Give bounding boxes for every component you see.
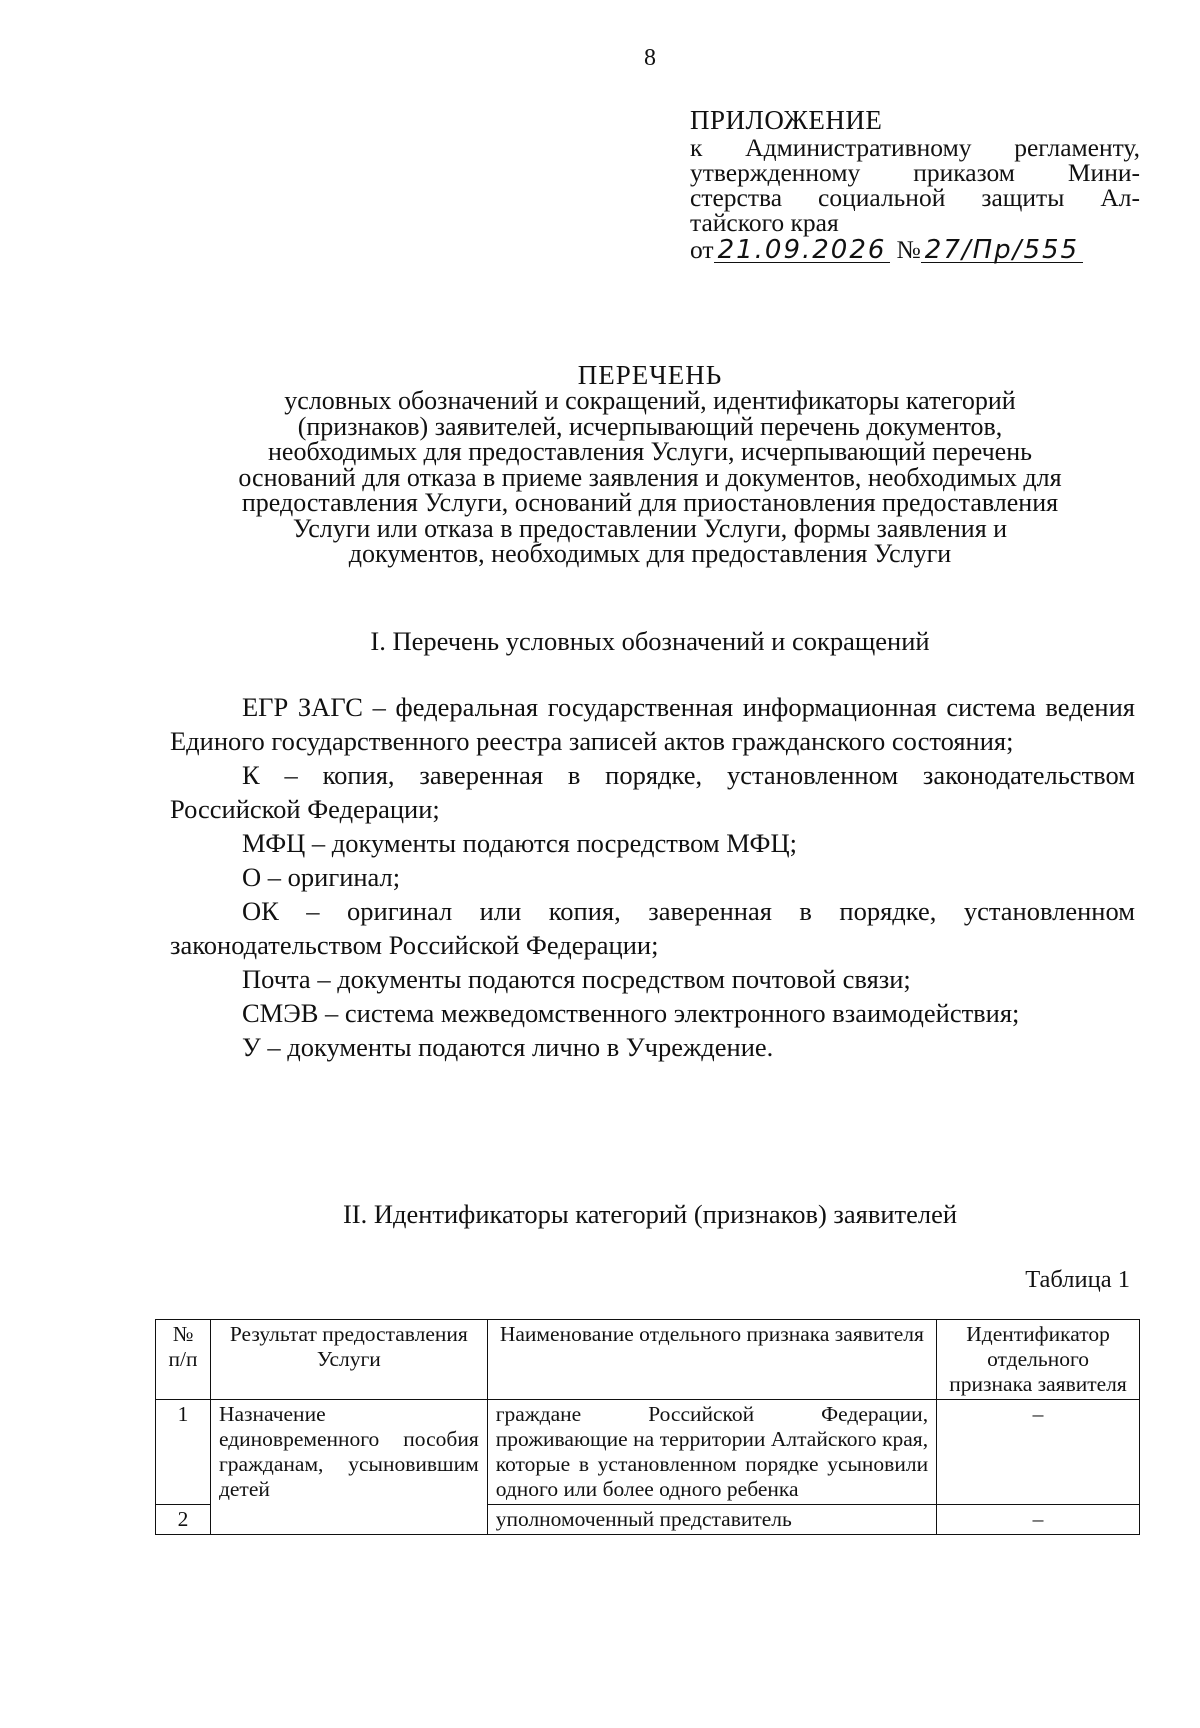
definitions-list	[170, 690, 1135, 1064]
list-subtitle: условных обозначений и сокращений, идентификаторы категорий (признаков) заявителей, исчерпывающий перечень документов, необходимых для предоставления Услуги, исчерпывающий перечень оснований для отказа в приеме заявления и документов, необходимых для предоставления Услуги, оснований для приостановления предоставления Услуги или отказа в предоставлении Услуги, формы заявления и документов, необходимых для предоставления Услуги	[238, 386, 1062, 568]
cell-num: 2	[156, 1505, 211, 1535]
list-title: ПЕРЕЧЕНЬ	[577, 360, 723, 390]
order-date-number	[690, 237, 1140, 263]
appendix-line: тайского края	[690, 208, 839, 237]
appendix-title: ПРИЛОЖЕНИЕ	[690, 105, 883, 135]
table-label: Таблица 1	[1025, 1266, 1130, 1293]
cell-sign: граждане Российской Федерации, проживающие на территории Алтайского края, которые в установленном порядке усыновили одного или более одного ребенка	[487, 1400, 936, 1505]
definition-item: О – оригинал;	[242, 862, 401, 892]
definition-item: У – документы подаются лично в Учреждение.	[242, 1032, 774, 1062]
handwritten-number: 27/Пр/555	[921, 238, 1083, 263]
cell-sign: уполномоченный представитель	[487, 1505, 936, 1535]
cell-result: Назначение единовременного пособия гражданам, усыновившим детей	[210, 1400, 487, 1535]
appendix-line: к Административному регламенту,	[690, 133, 1140, 162]
table-header-row	[156, 1320, 1140, 1400]
appendix-line: утвержденному приказом Мини-	[690, 158, 1140, 187]
handwritten-date: 21.09.2026	[714, 238, 891, 263]
cell-identifier: –	[937, 1400, 1140, 1505]
applicant-categories-table	[155, 1319, 1140, 1535]
definition-item: Почта – документы подаются посредством почтовой связи;	[242, 964, 911, 994]
definition-item: СМЭВ – система межведомственного электронного взаимодействия;	[242, 998, 1020, 1028]
definition-item: МФЦ – документы подаются посредством МФЦ;	[242, 828, 797, 858]
header-sign: Наименование отдельного признака заявителя	[487, 1320, 936, 1400]
header-result: Результат предоставления Услуги	[210, 1320, 487, 1400]
table-row	[156, 1400, 1140, 1505]
cell-identifier: –	[937, 1505, 1140, 1535]
section-2-heading: II. Идентификаторы категорий (признаков) заявителей	[342, 1199, 958, 1229]
header-identifier: Идентификатор отдельного признака заявителя	[937, 1320, 1140, 1400]
definition-item: ОК – оригинал или копия, заверенная в порядке, установленном законодательством Российской Федерации;	[170, 896, 1135, 960]
appendix-line: стерства социальной защиты Ал-	[690, 183, 1140, 212]
appendix-block	[690, 105, 1140, 265]
date-prefix: от	[690, 235, 714, 264]
cell-num: 1	[156, 1400, 211, 1505]
definition-item: К – копия, заверенная в порядке, установленном законодательством Российской Федерации;	[170, 760, 1135, 824]
number-prefix: №	[896, 235, 921, 264]
definition-item: ЕГР ЗАГС – федеральная государственная информационная система ведения Единого государственного реестра записей актов гражданского состояния;	[170, 692, 1135, 756]
section-1-heading: I. Перечень условных обозначений и сокращений	[370, 626, 930, 656]
page-number: 8	[644, 45, 656, 71]
header-num: № п/п	[156, 1320, 211, 1400]
